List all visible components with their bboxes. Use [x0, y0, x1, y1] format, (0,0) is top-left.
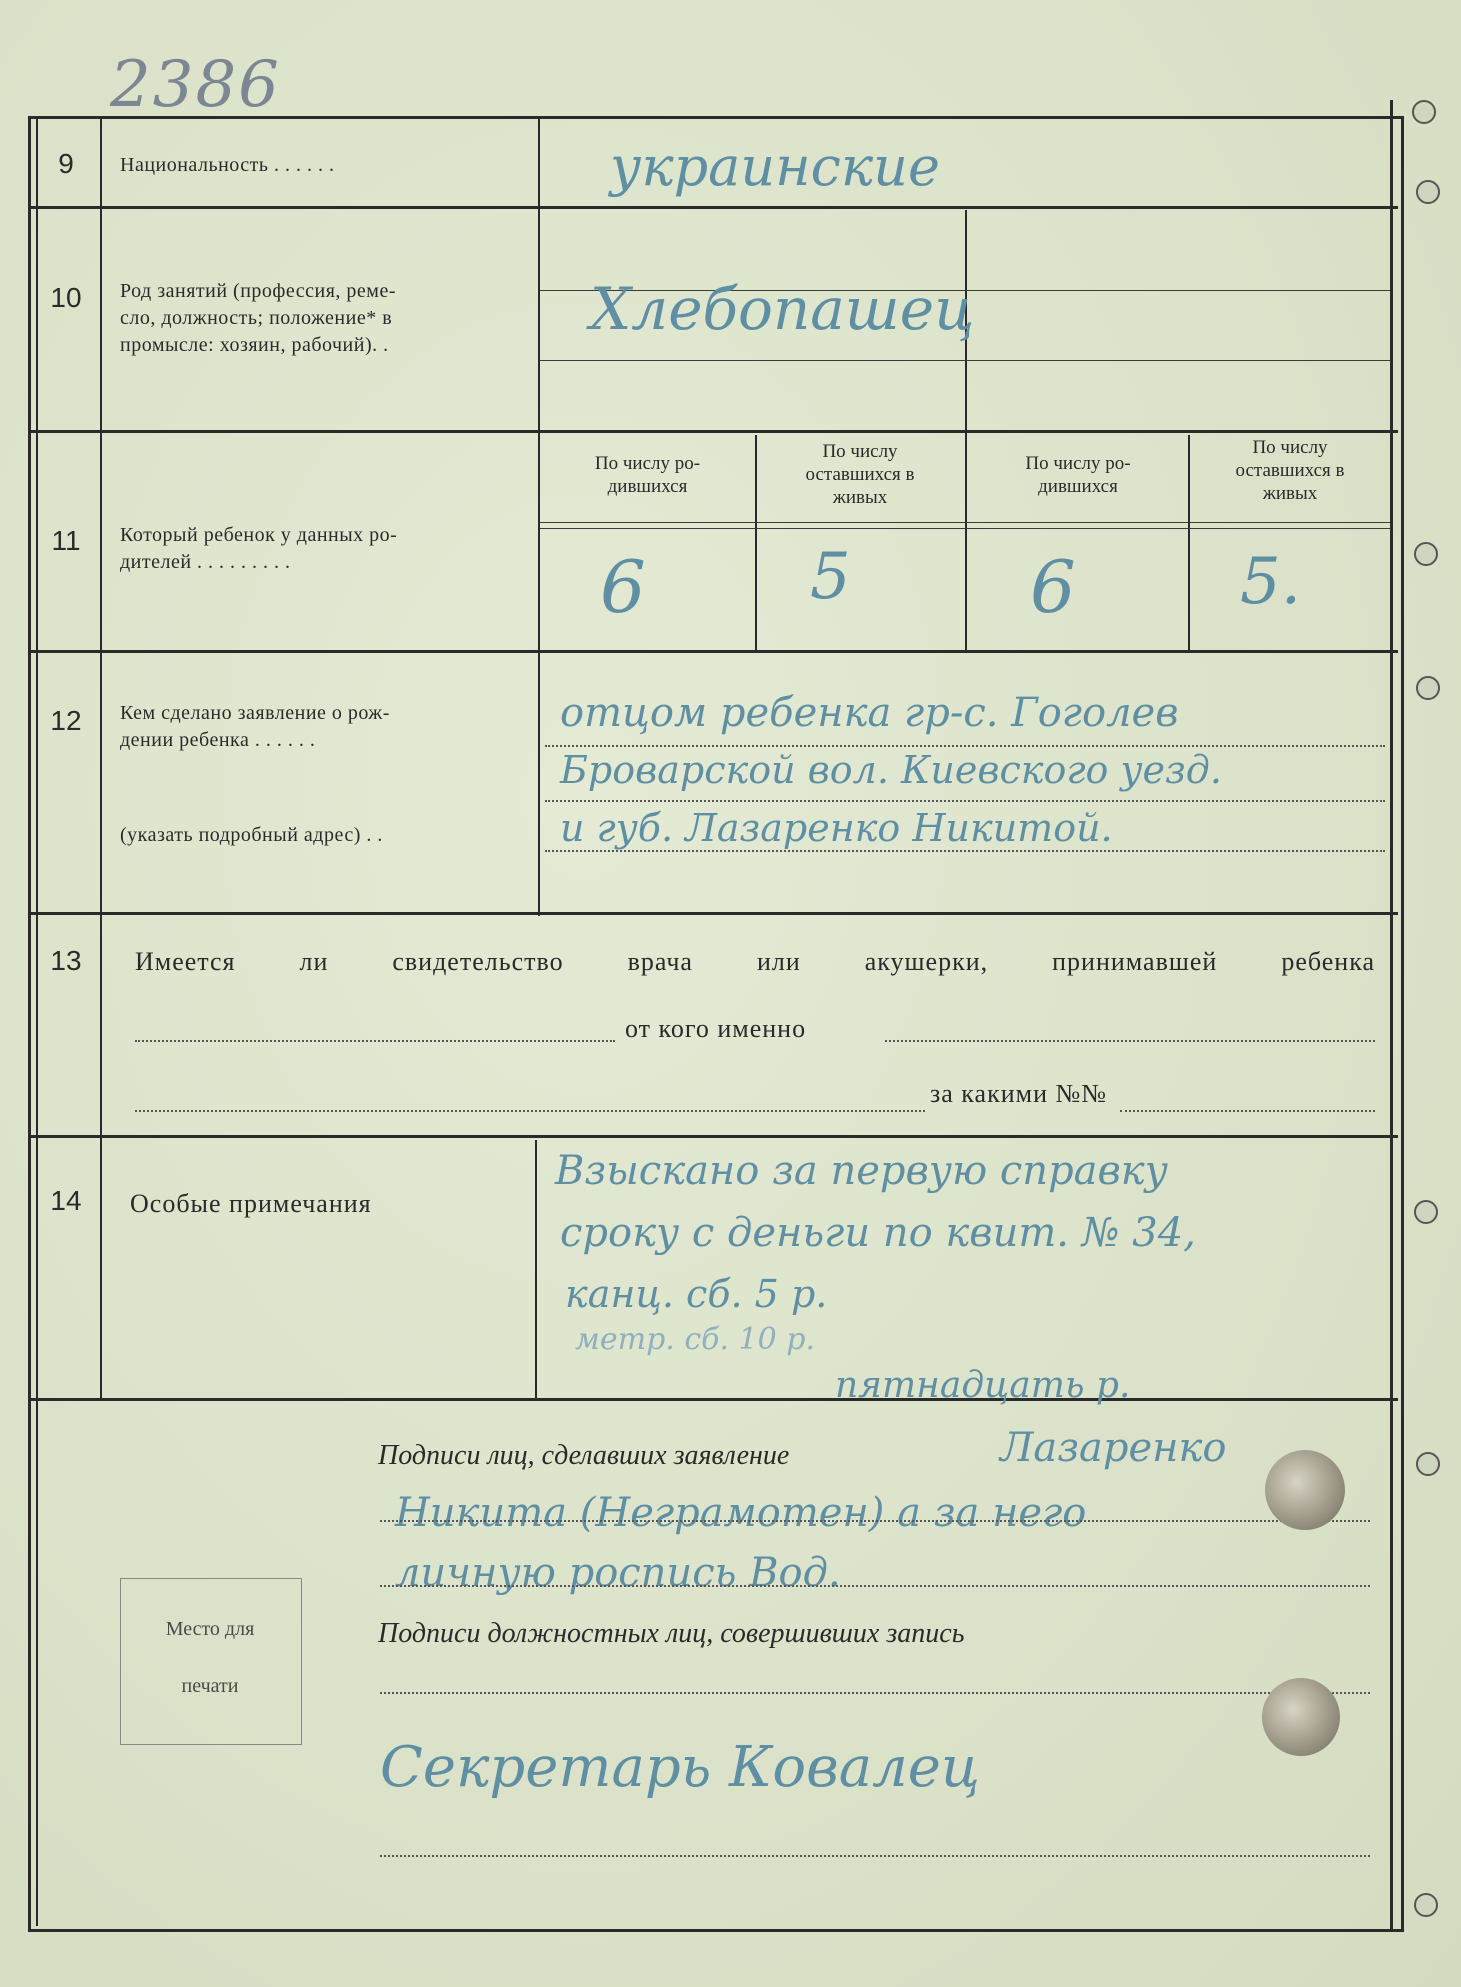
- applicant-signature-line: Лазаренко: [1000, 1425, 1227, 1471]
- archive-number: 2386: [110, 48, 281, 122]
- row12-label-line: Кем сделано заявление о рож-: [120, 702, 390, 724]
- row10-label-line: Род занятий (профессия, реме-: [120, 280, 396, 302]
- row11-col4-value: 5.: [1240, 545, 1302, 619]
- row13-question: Имеется ли свидетельство врача или акушерки, принимавшей ребенка: [135, 947, 1375, 976]
- row14-value-line: метр. сб. 10 р.: [575, 1322, 815, 1357]
- binding-hole: [1416, 676, 1440, 700]
- row9-label: Национальность . . . . . .: [120, 154, 335, 176]
- row11-col2-header: [760, 440, 960, 509]
- row10-subline-2: [540, 360, 1390, 361]
- row-number-12: 12: [50, 705, 82, 736]
- row14-value-line: канц. сб. 5 р.: [565, 1272, 828, 1316]
- officials-signature-caption: Подписи должностных лиц, совершивших запись: [378, 1618, 965, 1649]
- stamp-place-line: печати: [181, 1675, 239, 1697]
- row12-dotted-line-3: [545, 850, 1385, 852]
- wax-seal-upper: [1265, 1450, 1345, 1530]
- col-header-line: живых: [832, 487, 888, 508]
- col-header-line: дившихся: [1038, 476, 1118, 497]
- officials-signature: Секретарь Ковалец: [380, 1735, 980, 1800]
- col-header-line: По числу: [822, 441, 898, 462]
- col-header-line: оставшихся в: [1235, 460, 1345, 481]
- row-number-13: 13: [50, 945, 82, 976]
- frame-right-border: [1390, 100, 1393, 1930]
- row12-label: [120, 700, 530, 754]
- applicant-dotted-line-2: [380, 1585, 1370, 1587]
- officials-dotted-line-1: [380, 1692, 1370, 1694]
- row13-from-whom: от кого именно: [625, 1014, 807, 1043]
- label-value-divider-lower: [535, 1140, 537, 1400]
- row10-value: Хлебопашец: [590, 275, 975, 343]
- row13-dotted-3: [135, 1110, 925, 1112]
- col-header-line: дившихся: [607, 476, 688, 497]
- row10-label-line: промысле: хозяин, рабочий). .: [120, 334, 389, 356]
- row14-value-line: Взыскано за первую справку: [555, 1148, 1168, 1194]
- row13-dotted-4: [1120, 1110, 1375, 1112]
- row-line-14: [28, 1398, 1398, 1401]
- wax-seal-lower: [1262, 1678, 1340, 1756]
- row12-dotted-line-2: [545, 800, 1385, 802]
- row11-col1-header: [545, 452, 750, 498]
- col-header-line: По числу ро-: [1025, 453, 1131, 474]
- row9-value: украинские: [610, 135, 940, 198]
- row12-label-extra: (указать подробный адрес) . .: [120, 824, 383, 846]
- applicant-signature-caption: Подписи лиц, сделавших заявление: [378, 1440, 790, 1471]
- col-header-line: живых: [1262, 483, 1318, 504]
- binding-hole: [1416, 1452, 1440, 1476]
- row10-label: [120, 278, 530, 359]
- row11-col3-header: [972, 452, 1184, 498]
- row-number-14: 14: [50, 1185, 82, 1216]
- row14-label: Особые примечания: [130, 1189, 372, 1218]
- row-line-12: [28, 912, 1398, 915]
- applicant-signature-line: личную роспись Вод.: [395, 1550, 841, 1596]
- row-line-9: [28, 206, 1398, 209]
- row11-header-line-1: [540, 522, 1390, 523]
- applicant-signature-line: Никита (Неграмотен) а за него: [395, 1490, 1087, 1536]
- row14-value-line: сроку с деньги по квит. № 34,: [560, 1210, 1196, 1256]
- stamp-place-line: Место для: [165, 1618, 255, 1640]
- row11-label-line: дителей . . . . . . . . .: [120, 551, 291, 573]
- row11-header-line-2: [540, 528, 1390, 529]
- row14-value-line: пятнадцать р.: [835, 1365, 1131, 1406]
- row10-label-line: сло, должность; положение* в: [120, 307, 393, 329]
- binding-hole: [1416, 180, 1440, 204]
- col-header-line: По числу ро-: [594, 453, 701, 474]
- binding-hole: [1414, 1893, 1438, 1917]
- row11-col4-header: [1192, 436, 1388, 505]
- row11-col1-value: 6: [600, 545, 646, 629]
- row12-dotted-line-1: [545, 745, 1385, 747]
- row11-label: [120, 522, 530, 576]
- row12-value-line: отцом ребенка гр-с. Гоголев: [560, 690, 1179, 736]
- row11-col2-value: 5: [810, 540, 851, 614]
- frame-inner-border: [36, 116, 38, 1926]
- row13-dotted-1: [135, 1040, 615, 1042]
- row-line-13: [28, 1135, 1398, 1138]
- label-value-divider: [538, 116, 540, 916]
- applicant-dotted-line-1: [380, 1520, 1370, 1522]
- stamp-place-box: [120, 1578, 302, 1745]
- row13-numbers: за какими №№: [930, 1079, 1108, 1108]
- row13-dotted-2: [885, 1040, 1375, 1042]
- row12-label-line: дении ребенка . . . . . .: [120, 729, 316, 751]
- binding-hole: [1412, 100, 1436, 124]
- binding-hole: [1414, 1200, 1438, 1224]
- row-number-9: 9: [58, 148, 74, 179]
- row12-value-line: и губ. Лазаренко Никитой.: [560, 806, 1113, 850]
- col-header-line: оставшихся в: [805, 464, 915, 485]
- row-line-10: [28, 430, 1398, 433]
- row-number-11: 11: [51, 525, 81, 556]
- column-divider-right: [1188, 435, 1190, 650]
- row11-label-line: Который ребенок у данных ро-: [120, 524, 398, 546]
- column-divider-left: [755, 435, 757, 650]
- row-number-10: 10: [50, 282, 82, 313]
- row11-col3-value: 6: [1030, 545, 1076, 629]
- row-line-11: [28, 650, 1398, 653]
- officials-dotted-line-2: [380, 1855, 1370, 1857]
- binding-hole: [1414, 542, 1438, 566]
- row12-value-line: Броварской вол. Киевского уезд.: [560, 748, 1222, 792]
- col-header-line: По числу: [1252, 437, 1328, 458]
